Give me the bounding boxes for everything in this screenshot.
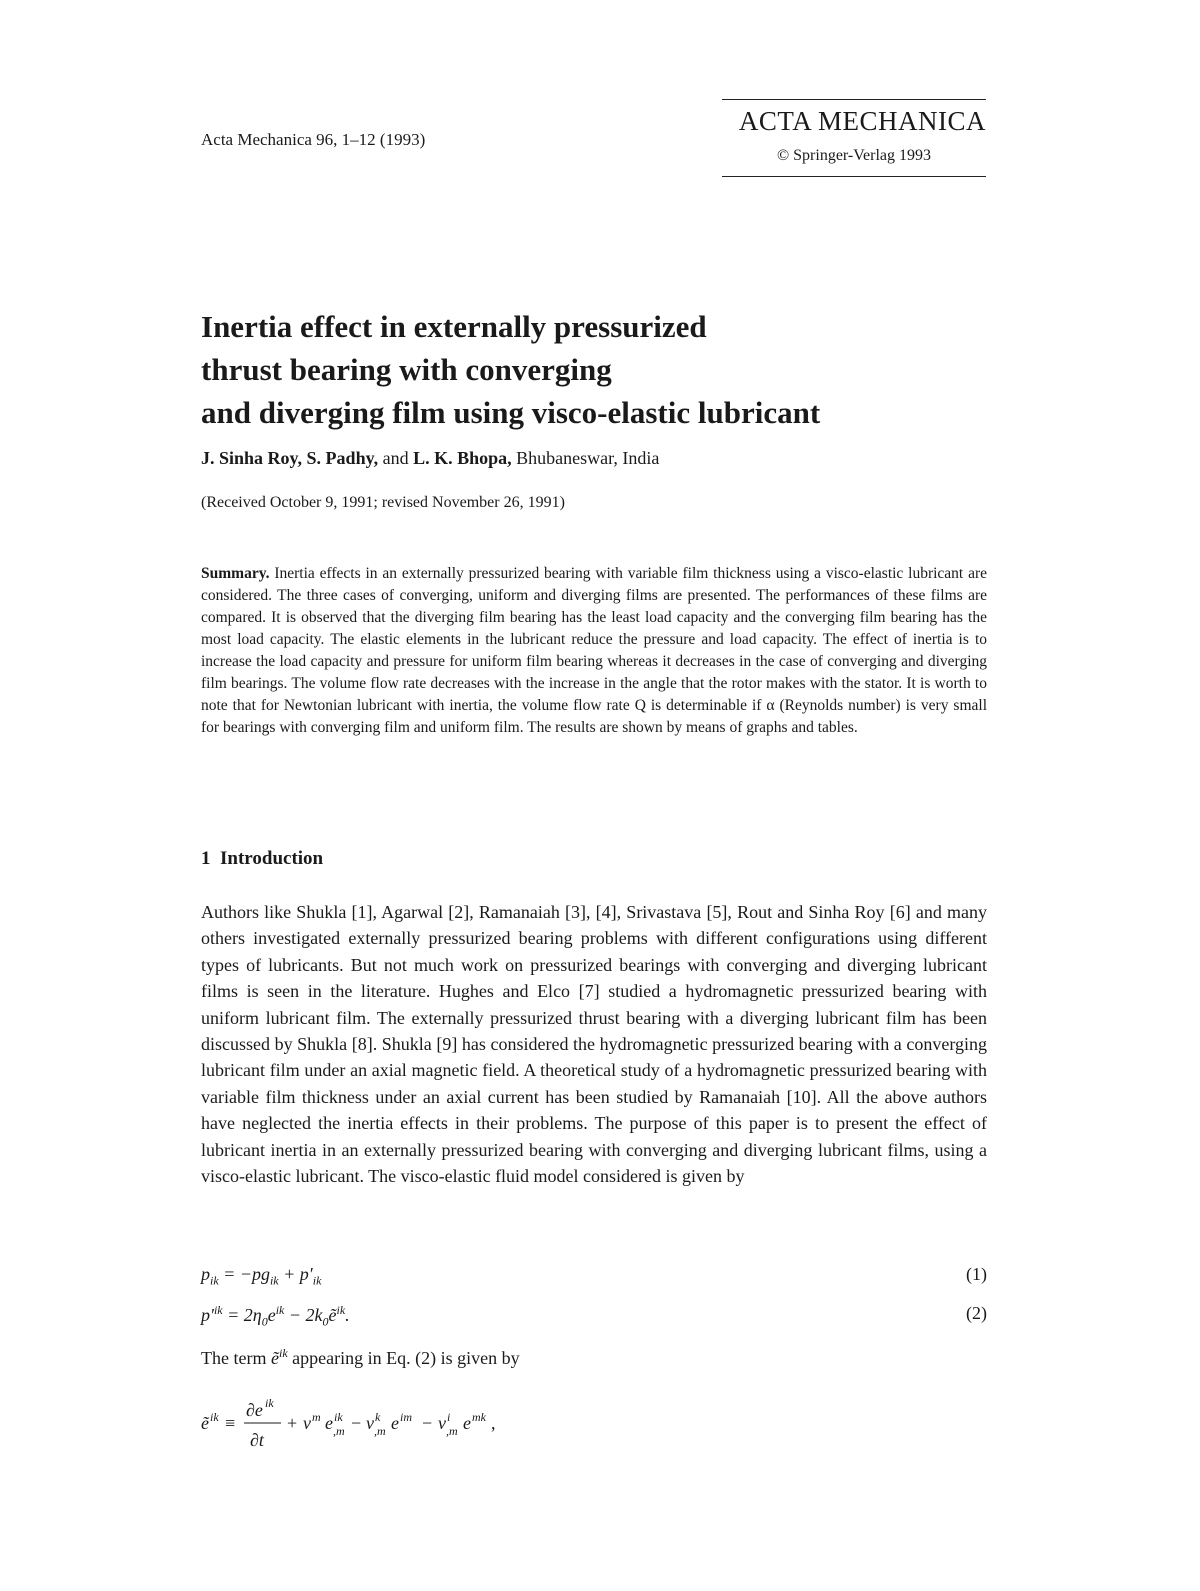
equation-1-number: (1) (966, 1264, 987, 1284)
eq3-e1-sub: ,m (333, 1424, 345, 1438)
header-rule-top (722, 99, 986, 100)
eq3-plus: + (287, 1413, 298, 1433)
eq3-e1: e (325, 1413, 333, 1433)
copyright-notice: © Springer-Verlag 1993 (776, 147, 932, 164)
section-title: Introduction (220, 848, 324, 869)
eq3-comma: , (491, 1413, 496, 1433)
summary-label: Summary. (201, 565, 270, 582)
header-rule-bottom (722, 176, 986, 177)
term-sentence-after: appearing in Eq. (2) is given by (292, 1348, 520, 1368)
eq3-v3: v (438, 1413, 446, 1433)
term-sentence-before: The term (201, 1348, 267, 1368)
eq3-numerator-sup: ik (265, 1396, 274, 1410)
equation-2-formula: $p'^{ik} = 2\eta_0e^{ik}$ − $2k_0ẽ^{ik}$. (201, 1303, 350, 1329)
summary-paragraph (201, 563, 987, 739)
eq3-minus-1: − (351, 1413, 362, 1433)
introduction-paragraph: Authors like Shukla [1], Agarwal [2], Ramanaiah [3], [4], Srivastava [5], Rout and Sinha Roy [6] and many others investigated externally pressurized bearing problems with different configurations using different types of lubricants. But not much work on pressurized bearings with converging and diverging lubricant films is seen in the literature. Hughes and Elco [7] studied a hydromagnetic pressurized bearing with uniform lubricant film. The externally pressurized thrust bearing with a diverging lubricant film has been discussed by Shukla [8]. Shukla [9] has considered the hydromagnetic pressurized bearing with a converging lubricant film under an axial magnetic field. A theoretical study of a hydromagnetic pressurized bearing with variable film thickness under an axial current has been studied by Ramanaiah [10]. All the above authors have neglected the inertia effects in their problems. The purpose of this paper is to present the effect of lubricant inertia in an externally pressurized bearing with converging and diverging lubricant films, using a visco-elastic lubricant. The visco-elastic fluid model considered is given by (201, 902, 987, 1187)
title-line-2: thrust bearing with converging (201, 352, 612, 387)
eq3-denominator: ∂t (250, 1430, 264, 1450)
eq3-minus-2: − (422, 1413, 433, 1433)
eq3-v-sup: m (312, 1410, 321, 1424)
eq3-v: v (303, 1413, 311, 1433)
summary-text: Inertia effects in an externally pressurized bearing with variable film thickness using a visco-elastic lubricant are considered. The three cases of converging, uniform and diverging films are presented. The performances of these films are compared. It is observed that the diverging film bearing has the least load capacity and the converging film bearing has the most load capacity. The elastic elements in the lubricant reduce the pressure and load capacity. The effect of inertia is to increase the load capacity and pressure for uniform film bearing whereas it decreases in the case of converging and diverging film bearings. The volume flow rate decreases with the increase in the angle that the rotor makes with the stator. It is worth to note that for Newtonian lubricant with inertia, the volume flow rate Q is determinable if α (Reynolds number) is very small for bearings with converging film and uniform film. The results are shown by means of graphs and tables. (201, 565, 987, 736)
journal-reference: Acta Mechanica 96, 1–12 (1993) (201, 130, 426, 149)
eq3-v3-sup: i (447, 1410, 451, 1424)
journal-brand-name: ACTA MECHANICA (738, 106, 986, 136)
title-line-1: Inertia effect in externally pressurized (201, 309, 707, 344)
term-symbol: ẽ$^{ik}$ (270, 1346, 288, 1368)
paper-title (201, 305, 1001, 434)
title-line-3: and diverging film using visco-elastic lubricant (201, 395, 821, 430)
section-number: 1 (201, 848, 211, 869)
author-2: S. Padhy, (306, 448, 379, 468)
author-line (201, 448, 659, 469)
equation-1-formula: $p_{ik} = -pg_{ik} + p'_{ik}$ (201, 1264, 322, 1288)
term-sentence (201, 1346, 520, 1369)
eq3-e2-sup: im (400, 1410, 412, 1424)
equation-2 (201, 1303, 987, 1327)
eq3-v2: v (366, 1413, 374, 1433)
equation-1 (201, 1264, 987, 1288)
eq3-v2-sup: k (375, 1410, 381, 1424)
eq3-e3: e (463, 1413, 471, 1433)
received-dates: (Received October 9, 1991; revised November 26, 1991) (201, 494, 565, 511)
eq3-v2-sub: ,m (374, 1424, 386, 1438)
equation-2-number: (2) (966, 1303, 987, 1323)
eq3-e1-sup: ik (334, 1410, 343, 1424)
eq3-lhs: ẽ (201, 1413, 209, 1433)
equation-3 (201, 1392, 601, 1462)
eq3-v3-sub: ,m (446, 1424, 458, 1438)
section-heading (201, 848, 323, 870)
author-3: L. K. Bhopa, (413, 448, 512, 468)
eq3-lhs-sup: ik (210, 1410, 219, 1424)
author-location: Bhubaneswar, India (516, 448, 660, 468)
eq3-e2: e (391, 1413, 399, 1433)
eq3-numerator: ∂e (246, 1400, 263, 1420)
eq3-e3-sup: mk (472, 1410, 486, 1424)
author-1: J. Sinha Roy, (201, 448, 303, 468)
eq3-equiv: ≡ (225, 1413, 236, 1433)
author-conjunction: and (382, 448, 409, 468)
